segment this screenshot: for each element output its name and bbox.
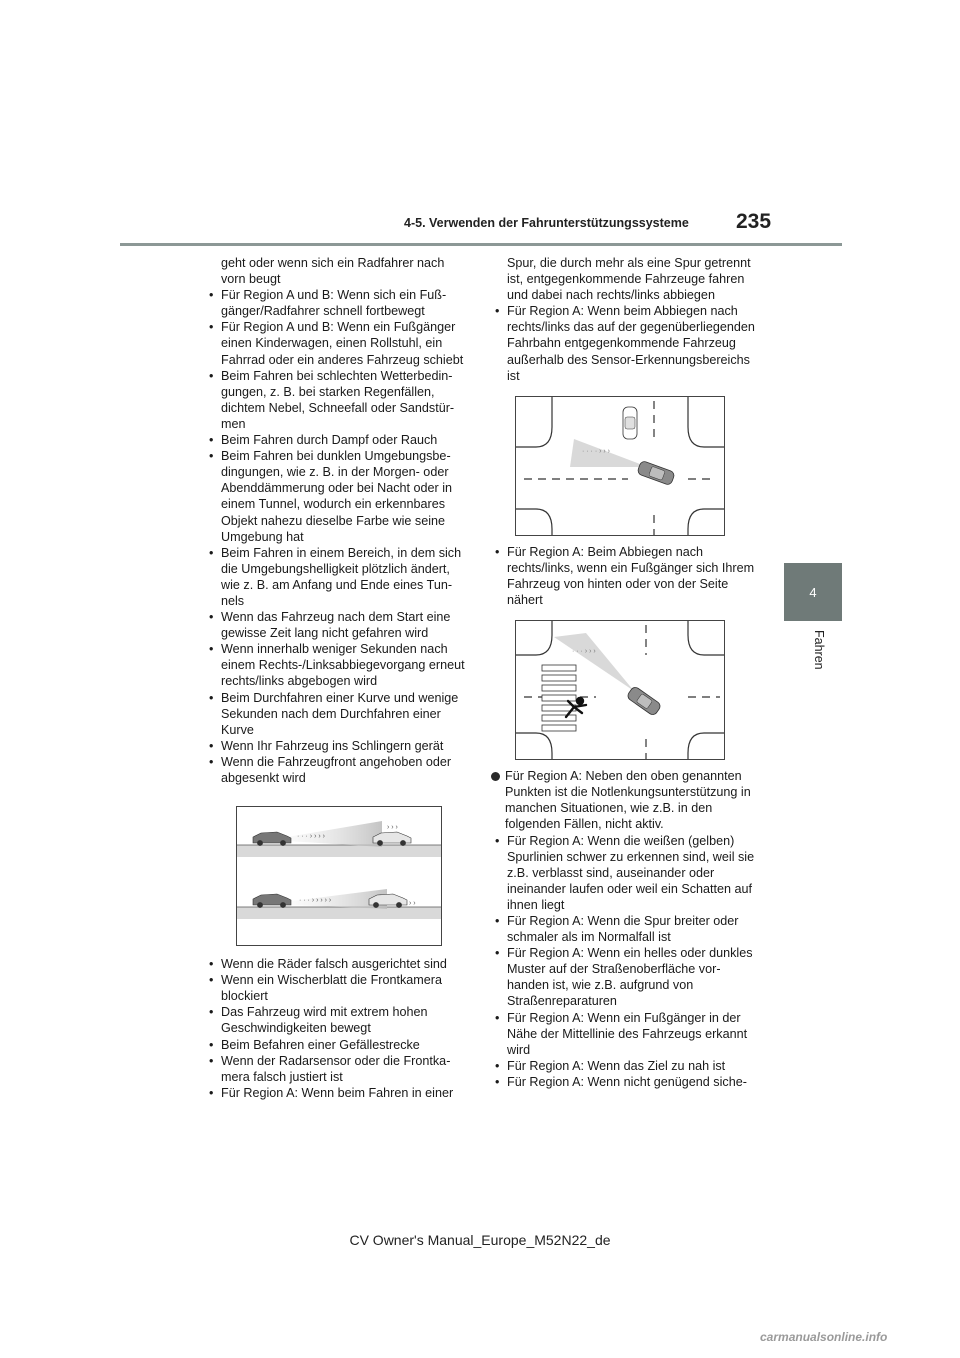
list-item: • Das Fahrzeug wird mit extrem hohen Geschwindigkeiten bewegt (204, 1004, 470, 1036)
footer-manual-name: CV Owner's Manual_Europe_M52N22_de (349, 1232, 611, 1248)
list-item: • Wenn der Radarsensor oder die Frontkamera falsch justiert ist (204, 1053, 470, 1085)
list-item: • Für Region A: Wenn ein helles oder dunkles Muster auf der Straßenoberfläche vorhanden ist, wie z.B. aufgrund von Straßenreparaturen (490, 945, 756, 1009)
left-list-bottom (204, 956, 470, 1101)
list-item: • Wenn das Fahrzeug nach dem Start eine gewisse Zeit lang nicht gefahren wird (204, 609, 470, 641)
list-item: • Für Region A: Wenn nicht genügend siche- (490, 1074, 756, 1090)
left-column (204, 255, 470, 1101)
chapter-tab (784, 563, 842, 621)
figure-pedestrian-turn (515, 620, 725, 760)
oncoming-turn-illustration (516, 397, 724, 535)
list-item: • Für Region A: Beim Abbiegen nach rechts/links, wenn ein Fußgänger sich Ihrem Fahrzeug von hinten oder von der Seite nähert (490, 544, 756, 608)
vehicle-following-illustration (237, 807, 441, 945)
chapter-number: 4 (809, 584, 817, 600)
svg-text:· · · › › › › ›: · · · › › › › › (299, 897, 332, 905)
list-item: • Beim Durchfahren einer Kurve und wenige Sekunden nach dem Durchfahren einer Kurve (204, 690, 470, 738)
list-item: • Beim Fahren in einem Bereich, in dem sich die Umgebungshelligkeit plötzlich ändert, wie z. B. am Anfang und Ende eines Tunnels (204, 545, 470, 609)
list-item: • Wenn die Räder falsch ausgerichtet sind (204, 956, 470, 972)
right-list-top (490, 255, 756, 384)
pedestrian-turn-illustration (516, 621, 724, 759)
list-item: • Beim Fahren durch Dampf oder Rauch (204, 432, 470, 448)
svg-text:· · · · › › ›: · · · · › › › (582, 447, 610, 455)
list-item: • Für Region A und B: Wenn sich ein Fußgänger/Radfahrer schnell fortbewegt (204, 287, 470, 319)
watermark: carmanualsonline.info (760, 1330, 888, 1344)
list-item: • Für Region A: Wenn die Spur breiter oder schmaler als im Normalfall ist (490, 913, 756, 945)
list-item: • Beim Fahren bei schlechten Wetterbedingungen, z. B. bei starken Regenfällen, dichtem Nebel, Schneefall oder Sandstürmen (204, 368, 470, 432)
list-item: • Für Region A: Wenn das Ziel zu nah ist (490, 1058, 756, 1074)
list-item: • Beim Fahren bei dunklen Umgebungsbedingungen, wie z. B. in der Morgen- oder Abenddämmerung oder bei Nacht oder in einem Tunnel, wodurch ein erkennbares Objekt nahezu dieselbe Farbe wie seine Umgebung hat (204, 448, 470, 545)
svg-text:› ›: › › (409, 900, 416, 908)
list-item: • Wenn ein Wischerblatt die Frontkamera blockiert (204, 972, 470, 1004)
list-item: • Für Region A und B: Wenn ein Fußgänger einen Kinderwagen, einen Rollstuhl, ein Fahrrad oder ein anderes Fahrzeug schiebt (204, 319, 470, 367)
list-item: geht oder wenn sich ein Radfahrer nach vorn beugt (221, 256, 445, 287)
list-item: • Für Region A: Wenn beim Abbiegen nach rechts/links das auf der gegenüberliegenden Fahrbahn entgegenkommende Fahrzeug außerhalb des Sensor-Erkennungsbereichs ist (490, 303, 756, 383)
figure-oncoming-turn (515, 396, 725, 536)
header-divider (120, 243, 842, 246)
list-item: • Für Region A: Wenn die weißen (gelben) Spurlinien schwer zu erkennen sind, weil sie z.B. verblasst sind, auseinander oder ineinander laufen oder weil ein Schatten auf ihnen liegt (490, 833, 756, 913)
list-item: • Wenn innerhalb weniger Sekunden nach einem Rechts-/Linksabbiegevorgang erneut rechts/links abgebogen wird (204, 641, 470, 689)
svg-text:· · · › › ›: · · · › › › (572, 648, 596, 656)
list-item: • Wenn Ihr Fahrzeug ins Schlingern gerät (204, 738, 470, 754)
right-column (490, 255, 756, 1090)
left-list-top (204, 255, 470, 786)
list-item: Spur, die durch mehr als eine Spur getrennt ist, entgegenkommende Fahrzeuge fahren und dabei nach rechts/links abbiegen (507, 256, 751, 303)
list-item: • Für Region A: Wenn ein Fußgänger in der Nähe der Mittellinie des Fahrzeugs erkannt wird (490, 1010, 756, 1058)
svg-text:› › ›: › › › (387, 824, 398, 832)
page-number: 235 (736, 210, 772, 233)
right-list-middle (490, 544, 756, 608)
figure-vehicle-following (236, 806, 442, 946)
note-item: Für Region A: Neben den oben genannten Punkten ist die Notlenkungsunterstützung in manchen Situationen, wie z.B. in den folgenden Fällen, nicht aktiv. (490, 768, 756, 832)
list-item: • Beim Befahren einer Gefällestrecke (204, 1037, 470, 1053)
chapter-label: Fahren (812, 630, 826, 670)
right-list-bottom (490, 768, 756, 1090)
section-title: 4-5. Verwenden der Fahrunterstützungssysteme (404, 216, 689, 230)
svg-text:· · · › › › ›: · · · › › › › (297, 833, 325, 841)
list-item: • Wenn die Fahrzeugfront angehoben oder abgesenkt wird (204, 754, 470, 786)
list-item: • Für Region A: Wenn beim Fahren in einer (204, 1085, 470, 1101)
